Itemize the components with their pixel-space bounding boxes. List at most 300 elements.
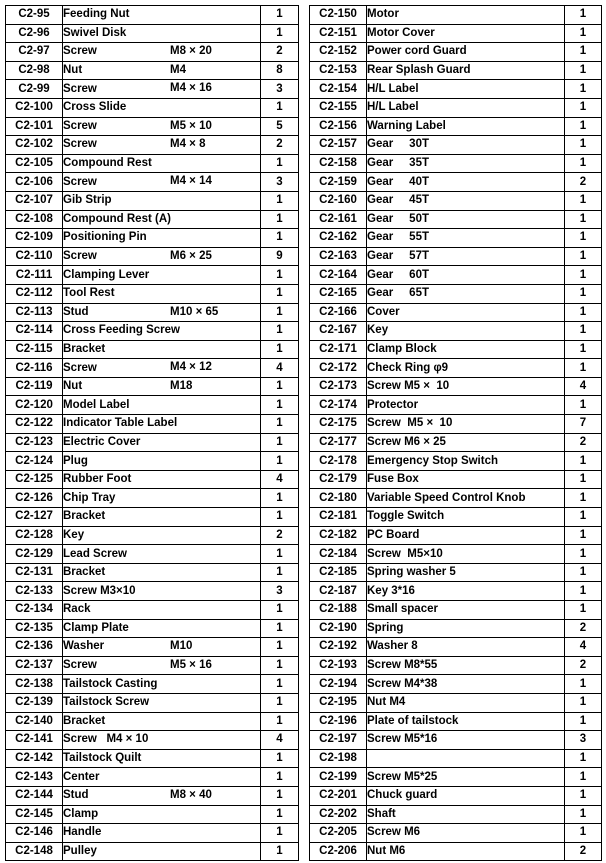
table-row [310,582,602,601]
part-code: C2-164 [310,266,367,285]
part-name-cell [63,359,261,378]
part-name: Bracket [63,510,106,523]
table-row [6,340,299,359]
part-code: C2-154 [310,80,367,99]
part-name: Screw M6 × 25 [367,435,446,448]
part-code: C2-110 [6,247,63,266]
part-qty: 1 [261,563,299,582]
part-code: C2-201 [310,786,367,805]
part-name: Screw [63,659,97,672]
part-qty: 1 [261,508,299,527]
part-qty: 1 [261,824,299,843]
part-spec: M6 × 25 [170,249,212,262]
part-name-cell [63,61,261,80]
table-row [310,322,602,341]
table-row [6,470,299,489]
part-name: Variable Speed Control Knob [367,491,526,504]
part-name: Chip Tray [63,491,116,504]
table-row [6,247,299,266]
part-name: Motor Cover [367,26,435,39]
table-row [310,6,602,25]
part-name-cell [367,545,565,564]
part-qty: 1 [565,210,602,229]
table-row [6,136,299,155]
part-code: C2-106 [6,173,63,192]
part-qty: 1 [261,191,299,210]
table-row [6,786,299,805]
part-qty: 2 [261,136,299,155]
part-code: C2-179 [310,470,367,489]
part-qty: 1 [261,154,299,173]
part-spec: M4 [170,63,186,76]
part-name: Screw [63,250,97,263]
table-row [6,563,299,582]
part-qty: 1 [261,489,299,508]
part-qty: 1 [261,377,299,396]
part-code: C2-160 [310,191,367,210]
part-name-cell [367,191,565,210]
part-name: Toggle Switch [367,510,445,523]
table-row [310,508,602,527]
part-name-cell [63,24,261,43]
part-name: Screw [63,175,97,188]
table-row [310,545,602,564]
part-code: C2-115 [6,340,63,359]
table-row [6,749,299,768]
part-qty: 2 [261,526,299,545]
part-name: Gear 30T [367,138,430,151]
part-name-cell [63,377,261,396]
table-row [6,80,299,99]
part-qty: 1 [261,24,299,43]
part-code: C2-202 [310,805,367,824]
part-code: C2-175 [310,415,367,434]
part-name: Compound Rest (A) [63,212,171,225]
table-row [310,303,602,322]
table-row [310,619,602,638]
part-spec: M4 × 12 [170,361,212,374]
part-name-cell [63,266,261,285]
part-name-cell [367,98,565,117]
part-code: C2-182 [310,526,367,545]
part-name: Warning Label [367,119,446,132]
part-name-cell [63,284,261,303]
part-name-cell [63,433,261,452]
table-row [310,693,602,712]
part-name-cell [63,173,261,192]
part-name: Rack [63,603,91,616]
table-row [310,247,602,266]
part-name-cell [63,6,261,25]
part-qty: 1 [261,433,299,452]
part-name-cell [367,824,565,843]
part-qty: 1 [261,601,299,620]
part-name: Tailstock Quilt [63,752,142,765]
part-qty: 1 [565,43,602,62]
part-qty: 1 [565,61,602,80]
part-name: Screw [63,82,97,95]
part-qty: 1 [565,693,602,712]
table-row [310,136,602,155]
part-qty: 3 [261,80,299,99]
part-name-cell [63,117,261,136]
part-name: Screw [63,138,97,151]
part-code: C2-194 [310,675,367,694]
part-code: C2-163 [310,247,367,266]
part-name-cell [367,359,565,378]
part-code: C2-165 [310,284,367,303]
part-qty: 1 [261,712,299,731]
part-name-cell [367,266,565,285]
part-name: Model Label [63,398,130,411]
part-name-cell [367,154,565,173]
part-qty: 1 [565,563,602,582]
part-code: C2-127 [6,508,63,527]
part-name: Bracket [63,714,106,727]
part-name-cell [63,805,261,824]
part-name-cell [367,229,565,248]
part-name-cell [63,247,261,266]
table-row [6,210,299,229]
part-name: Screw M3×10 [63,584,136,597]
part-name-cell [367,656,565,675]
table-row [6,731,299,750]
table-row [310,24,602,43]
part-name-cell [63,489,261,508]
part-name: Screw M4 × 10 [63,733,149,746]
part-name: Screw M5*25 [367,770,438,783]
table-row [310,786,602,805]
table-row [6,377,299,396]
parts-table-right [309,5,602,861]
part-name-cell [367,805,565,824]
table-row [310,80,602,99]
part-qty: 1 [565,303,602,322]
table-row [6,43,299,62]
part-qty: 2 [565,433,602,452]
table-row [310,601,602,620]
part-code: C2-199 [310,768,367,787]
part-code: C2-131 [6,563,63,582]
part-qty: 1 [261,303,299,322]
part-name-cell [367,340,565,359]
table-row [310,470,602,489]
table-row [310,656,602,675]
part-code: C2-188 [310,601,367,620]
part-qty: 1 [261,284,299,303]
part-name: Shaft [367,807,396,820]
part-qty: 1 [565,582,602,601]
part-code: C2-153 [310,61,367,80]
part-qty: 1 [565,824,602,843]
table-row [6,415,299,434]
part-name-cell [367,675,565,694]
table-row [6,452,299,471]
table-row [6,693,299,712]
part-code: C2-161 [310,210,367,229]
part-code: C2-136 [6,638,63,657]
part-qty: 8 [261,61,299,80]
part-code: C2-172 [310,359,367,378]
part-qty: 1 [565,322,602,341]
part-code: C2-181 [310,508,367,527]
part-name: Clamping Lever [63,268,150,281]
part-name-cell [367,526,565,545]
table-row [310,396,602,415]
part-name: Washer [63,640,105,653]
part-name-cell [367,377,565,396]
part-qty: 2 [261,43,299,62]
part-qty: 1 [565,489,602,508]
part-qty: 1 [261,786,299,805]
part-code: C2-96 [6,24,63,43]
part-name-cell [367,396,565,415]
part-qty: 4 [261,470,299,489]
part-spec: M10 [170,640,193,653]
part-code: C2-180 [310,489,367,508]
part-code: C2-205 [310,824,367,843]
table-row [6,24,299,43]
part-spec: M5 × 16 [170,658,212,671]
part-name-cell [63,396,261,415]
part-name-cell [367,508,565,527]
part-name-cell [63,154,261,173]
part-name-cell [367,415,565,434]
table-row [6,284,299,303]
part-name-cell [367,24,565,43]
part-name: Nut [63,380,83,393]
part-name: Screw [63,45,97,58]
part-name: Lead Screw [63,547,127,560]
table-row [310,805,602,824]
part-code: C2-99 [6,80,63,99]
part-name-cell [63,563,261,582]
part-name: Rubber Foot [63,473,132,486]
part-code: C2-116 [6,359,63,378]
table-row [310,266,602,285]
part-code: C2-158 [310,154,367,173]
table-row [6,805,299,824]
part-qty: 1 [261,229,299,248]
table-row [310,377,602,396]
part-name-cell [367,582,565,601]
table-row [310,563,602,582]
table-row [6,619,299,638]
part-name-cell [367,452,565,471]
part-qty: 1 [261,322,299,341]
part-qty: 1 [565,526,602,545]
part-name-cell [63,340,261,359]
part-qty: 1 [261,452,299,471]
table-row [6,675,299,694]
part-spec: M4 × 16 [170,82,212,95]
part-qty: 1 [261,6,299,25]
part-qty: 1 [261,805,299,824]
part-qty: 1 [261,842,299,861]
part-qty: 4 [261,731,299,750]
part-name-cell [367,61,565,80]
part-code: C2-195 [310,693,367,712]
part-code: C2-178 [310,452,367,471]
part-code: C2-102 [6,136,63,155]
table-row [310,98,602,117]
part-qty: 1 [565,6,602,25]
part-qty: 1 [565,98,602,117]
part-qty: 1 [261,545,299,564]
part-qty: 1 [565,786,602,805]
part-name-cell [63,768,261,787]
part-code: C2-129 [6,545,63,564]
part-qty: 1 [565,805,602,824]
table-row [6,396,299,415]
table-row [6,433,299,452]
part-name: Nut M4 [367,696,406,709]
part-name: Indicator Table Label [63,417,178,430]
part-spec: M4 × 8 [170,138,206,151]
part-name-cell [63,98,261,117]
table-row [310,359,602,378]
part-name: Motor [367,8,399,21]
part-code: C2-198 [310,749,367,768]
table-row [310,749,602,768]
part-name-cell [367,322,565,341]
part-name-cell [63,43,261,62]
table-row [310,61,602,80]
part-name: Fuse Box [367,473,419,486]
table-row [6,6,299,25]
part-code: C2-133 [6,582,63,601]
part-qty: 1 [261,656,299,675]
part-name-cell [63,229,261,248]
part-qty: 1 [261,638,299,657]
part-name-cell [63,638,261,657]
part-name-cell [367,638,565,657]
part-code: C2-125 [6,470,63,489]
part-name-cell [63,415,261,434]
part-name-cell [63,582,261,601]
table-row [310,824,602,843]
part-code: C2-114 [6,322,63,341]
part-name: Rear Splash Guard [367,64,471,77]
table-row [6,545,299,564]
part-name: Gear 57T [367,250,430,263]
part-qty: 3 [261,173,299,192]
table-row [6,322,299,341]
part-code: C2-95 [6,6,63,25]
part-code: C2-141 [6,731,63,750]
part-name-cell [63,712,261,731]
table-row [310,712,602,731]
table-row [310,675,602,694]
part-name: Swivel Disk [63,26,127,39]
table-row [310,229,602,248]
part-name-cell [367,619,565,638]
table-row [6,508,299,527]
part-name: Tool Rest [63,287,115,300]
part-code: C2-206 [310,842,367,861]
part-name: Cross Slide [63,101,127,114]
part-name-cell [63,786,261,805]
part-name-cell [63,824,261,843]
table-row [6,303,299,322]
table-row [310,284,602,303]
part-name: Gear 45T [367,194,430,207]
part-name: Gear 60T [367,268,430,281]
table-row [6,526,299,545]
table-row [6,61,299,80]
part-qty: 1 [261,210,299,229]
part-qty: 1 [261,266,299,285]
part-name-cell [63,191,261,210]
part-name: Gear 35T [367,157,430,170]
part-qty: 3 [261,582,299,601]
part-name-cell [367,303,565,322]
part-qty: 1 [565,359,602,378]
part-code: C2-126 [6,489,63,508]
part-name: Power cord Guard [367,45,467,58]
part-code: C2-190 [310,619,367,638]
part-name: Cover [367,305,400,318]
part-qty: 4 [565,638,602,657]
table-row [310,415,602,434]
part-name-cell [63,731,261,750]
part-code: C2-162 [310,229,367,248]
table-row [6,117,299,136]
part-name: Handle [63,826,102,839]
part-name: Clamp Block [367,342,437,355]
table-row [310,452,602,471]
part-name: Key 3*16 [367,584,415,597]
part-name-cell [63,693,261,712]
part-code: C2-159 [310,173,367,192]
table-row [310,154,602,173]
part-name: Key [367,324,389,337]
part-code: C2-119 [6,377,63,396]
part-qty: 1 [261,396,299,415]
part-name-cell [63,136,261,155]
part-qty: 1 [565,136,602,155]
part-code: C2-157 [310,136,367,155]
part-name-cell [367,693,565,712]
table-row [6,489,299,508]
part-code: C2-113 [6,303,63,322]
part-name: Feeding Nut [63,8,130,21]
part-qty: 1 [261,768,299,787]
part-code: C2-123 [6,433,63,452]
part-code: C2-100 [6,98,63,117]
part-name: Screw [63,361,97,374]
part-name: Compound Rest [63,157,152,170]
part-qty: 9 [261,247,299,266]
part-qty: 1 [261,98,299,117]
part-name-cell [367,786,565,805]
part-code: C2-196 [310,712,367,731]
part-name: Screw M4*38 [367,677,438,690]
part-qty: 1 [261,340,299,359]
part-code: C2-142 [6,749,63,768]
part-name: Stud [63,789,89,802]
part-name: Bracket [63,566,106,579]
part-name: Gear 50T [367,212,430,225]
part-name: Nut M6 [367,845,406,858]
part-code: C2-111 [6,266,63,285]
part-code: C2-124 [6,452,63,471]
part-code: C2-101 [6,117,63,136]
part-name-cell [367,842,565,861]
part-name: Positioning Pin [63,231,147,244]
part-name-cell [63,508,261,527]
part-code: C2-145 [6,805,63,824]
